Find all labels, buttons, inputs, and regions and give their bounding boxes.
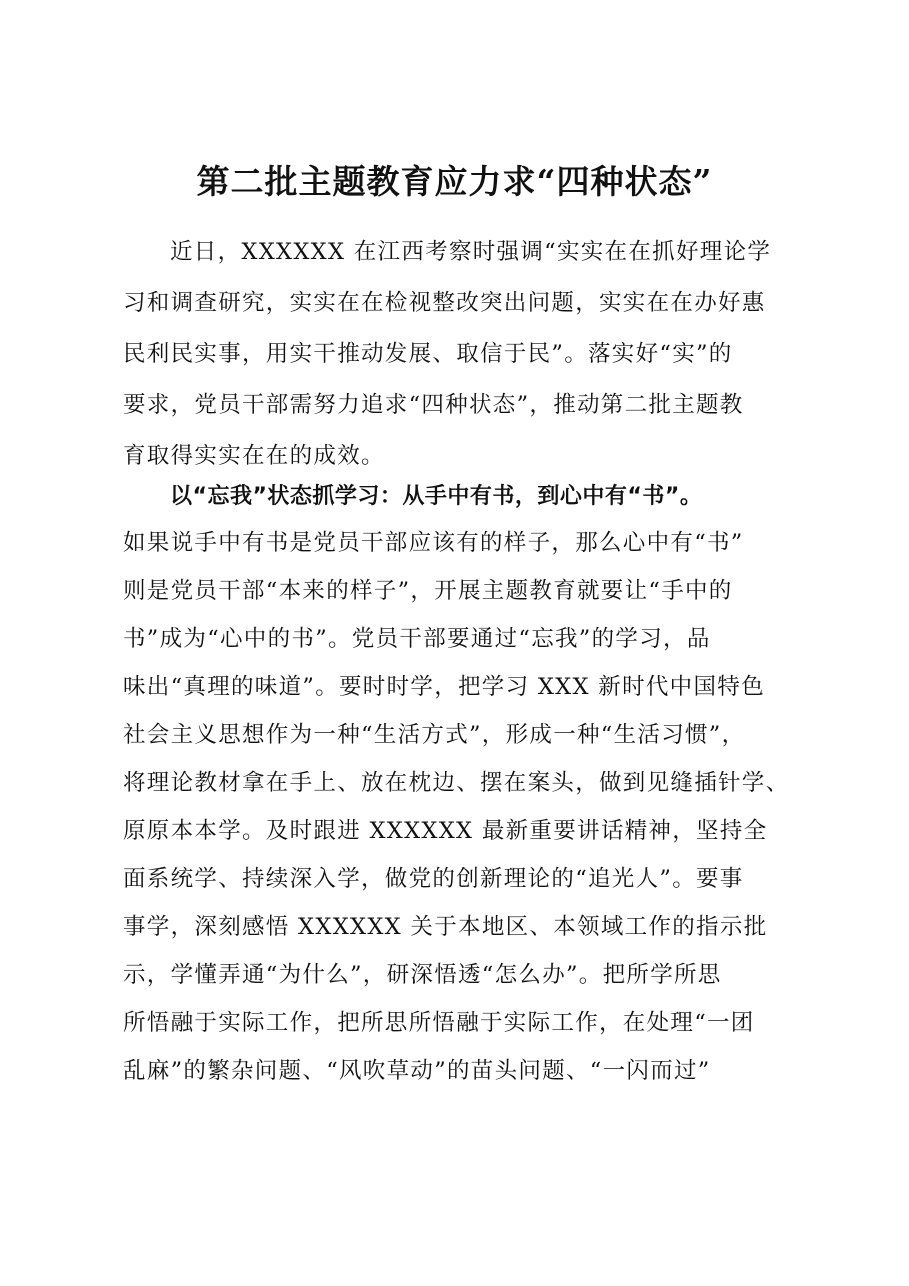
- paragraph-1-line-4: 要求，党员干部需努力追求“四种状态”，推动第二批主题教: [123, 392, 744, 418]
- paragraph-2-line-8: 面系统学、持续深入学，做党的创新理论的“追光人”。要事: [123, 866, 744, 892]
- paragraph-2-line-5: 社会主义思想作为一种“生活方式”，形成一种“生活习惯”，: [123, 722, 746, 748]
- paragraph-2-line-7: 原原本本学。及时跟进 XXXXXX 最新重要讲话精神，坚持全: [123, 818, 768, 844]
- section-heading: 以“忘我”状态抓学习：从手中有书，到心中有“书”。: [170, 484, 703, 509]
- document-title: 第二批主题教育应力求“四种状态”: [196, 162, 713, 201]
- paragraph-2-line-12: 乱麻”的繁杂问题、“风吹草动”的苗头问题、“一闪而过”: [123, 1058, 711, 1084]
- paragraph-2-line-9: 事学，深刻感悟 XXXXXX 关于本地区、本领域工作的指示批: [123, 914, 768, 940]
- paragraph-2-line-2: 则是党员干部“本来的样子”，开展主题教育就要让“手中的: [123, 578, 733, 604]
- paragraph-2-line-10: 示，学懂弄通“为什么”，研深悟透“怎么办”。把所学所思: [123, 962, 722, 988]
- paragraph-2-line-11: 所悟融于实际工作，把所思所悟融于实际工作，在处理“一团: [123, 1010, 755, 1036]
- paragraph-2-line-1: 如果说手中有书是党员干部应该有的样子，那么心中有“书”: [123, 530, 744, 556]
- paragraph-2-line-6: 将理论教材拿在手上、放在枕边、摆在案头，做到见缝插针学、: [123, 770, 790, 796]
- paragraph-1-line-1: 近日，XXXXXX 在江西考察时强调“实实在在抓好理论学: [170, 239, 772, 265]
- paragraph-2-line-3: 书”成为“心中的书”。党员干部要通过“忘我”的学习，品: [123, 626, 711, 652]
- paragraph-1-line-2: 习和调查研究，实实在在检视整改突出问题，实实在在办好惠: [123, 290, 766, 316]
- paragraph-1-line-3: 民利民实事，用实干推动发展、取信于民”。落实好“实”的: [123, 341, 733, 367]
- paragraph-2-line-4: 味出“真理的味道”。要时时学，把学习 XXX 新时代中国特色: [123, 674, 765, 700]
- paragraph-1-line-5: 育取得实实在在的成效。: [123, 443, 385, 469]
